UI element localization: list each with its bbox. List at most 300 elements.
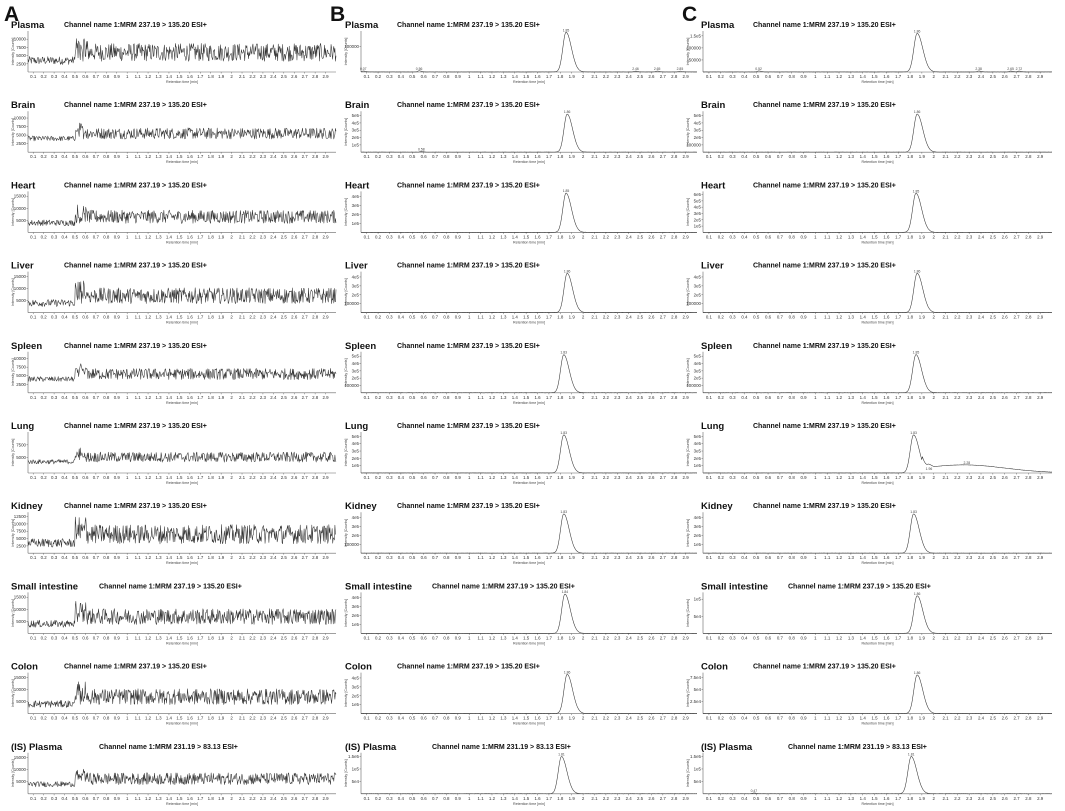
x-tick-label: 0.7 — [776, 74, 783, 79]
x-tick-label: 1.5 — [871, 555, 878, 561]
x-tick-label: 2.3 — [966, 715, 973, 721]
x-tick-label: 1.7 — [545, 715, 552, 721]
x-tick-label: 0.6 — [420, 715, 427, 721]
y-tick-label: 10000 — [13, 115, 26, 121]
x-tick-label: 2.5 — [989, 555, 996, 561]
x-tick-label: 2.9 — [322, 795, 329, 801]
x-tick-label: 1.8 — [557, 234, 564, 240]
x-tick-label: 1.9 — [568, 154, 575, 160]
x-tick-label: 2.8 — [1025, 314, 1032, 320]
x-tick-label: 1.8 — [557, 74, 564, 79]
x-tick-label: 2.1 — [591, 475, 598, 480]
x-tick-label: 0.7 — [776, 635, 783, 641]
chromatogram-trace — [28, 517, 336, 547]
x-tick-label: 0.1 — [363, 555, 370, 561]
x-tick-label: 0.9 — [800, 635, 807, 641]
x-tick-label: 1.5 — [176, 795, 183, 801]
x-tick-label: 0.2 — [717, 555, 724, 561]
chart-a-kidney — [11, 501, 336, 565]
y-tick-label: 10000 — [13, 606, 26, 612]
x-tick-label: 2.4 — [977, 74, 985, 79]
x-axis-label: Retention time [min] — [861, 320, 894, 325]
x-tick-label: 1.7 — [545, 154, 552, 160]
x-axis-label: Retention time [min] — [513, 160, 545, 165]
y-tick-label: 3e5 — [693, 523, 701, 529]
x-tick-label: 1.6 — [534, 154, 541, 160]
x-tick-label: 1 — [814, 635, 817, 641]
x-tick-label: 2.2 — [954, 715, 961, 721]
x-tick-label: 0.6 — [420, 74, 427, 79]
x-tick-label: 0.5 — [71, 715, 79, 721]
x-tick-label: 0.7 — [431, 555, 439, 561]
x-tick-label: 1.4 — [165, 394, 173, 400]
x-tick-label: 0.8 — [788, 154, 795, 160]
x-tick-label: 1.1 — [134, 475, 141, 480]
x-tick-label: 2.7 — [301, 394, 308, 400]
chromatogram-trace — [28, 769, 336, 787]
chromatogram-trace — [361, 514, 697, 553]
x-tick-label: 2.4 — [270, 314, 277, 320]
x-tick-label: 0.5 — [71, 154, 79, 160]
channel-label: Channel name 1:MRM 231.19 > 83.13 ESI+ — [432, 743, 571, 751]
x-tick-label: 2.4 — [270, 154, 277, 160]
x-tick-label: 0.8 — [103, 555, 110, 561]
tissue-label: Lung — [345, 421, 369, 432]
x-tick-label: 2.6 — [648, 555, 655, 561]
x-tick-label: 0.9 — [800, 314, 807, 320]
x-tick-label: 0.8 — [788, 475, 795, 480]
x-tick-label: 1.9 — [568, 314, 575, 320]
tissue-label: (IS) Plasma — [345, 741, 397, 753]
y-axis-label: Intensity [Counts] — [686, 358, 690, 387]
x-tick-label: 2 — [932, 234, 935, 240]
x-tick-label: 2.3 — [614, 314, 621, 320]
x-tick-label: 0.9 — [113, 555, 120, 561]
x-tick-label: 0.5 — [753, 715, 760, 721]
x-tick-label: 0.8 — [788, 234, 795, 240]
x-tick-label: 0.1 — [705, 394, 712, 400]
x-tick-label: 0.6 — [420, 394, 427, 400]
tissue-label: Kidney — [11, 501, 43, 513]
x-axis-label: Retention time [min] — [861, 721, 894, 726]
x-tick-label: 2.5 — [280, 74, 287, 79]
x-tick-label: 0.6 — [765, 314, 772, 320]
tissue-label: Brain — [701, 100, 726, 112]
tissue-label: Small intestine — [701, 581, 769, 593]
x-tick-label: 2.9 — [1037, 154, 1044, 160]
x-tick-label: 2.7 — [1013, 715, 1020, 721]
x-tick-label: 0.8 — [103, 475, 110, 480]
x-tick-label: 0.4 — [397, 555, 404, 561]
x-tick-label: 2.6 — [648, 234, 655, 240]
x-tick-label: 1.1 — [134, 715, 141, 721]
y-tick-label: 5e4 — [693, 613, 701, 619]
x-tick-label: 0.6 — [765, 394, 772, 400]
x-tick-label: 1.1 — [134, 74, 141, 79]
x-tick-label: 2.7 — [301, 234, 308, 240]
y-tick-label: 4e5 — [351, 515, 359, 521]
x-tick-label: 2.5 — [280, 555, 287, 561]
x-tick-label: 1.6 — [883, 555, 890, 561]
channel-label: Channel name 1:MRM 237.19 > 135.20 ESI+ — [753, 182, 896, 190]
x-tick-label: 0.9 — [800, 715, 807, 721]
x-tick-label: 1.4 — [165, 715, 173, 721]
x-tick-label: 0.9 — [454, 635, 461, 641]
x-tick-label: 1.7 — [197, 154, 204, 160]
x-tick-label: 1.4 — [511, 475, 518, 480]
y-tick-label: 7500 — [16, 124, 26, 130]
x-tick-label: 2.2 — [954, 394, 961, 400]
x-tick-label: 2.2 — [602, 795, 609, 801]
x-tick-label: 0.4 — [741, 715, 748, 721]
x-tick-label: 1 — [814, 475, 817, 480]
x-tick-label: 2.6 — [648, 795, 655, 801]
x-tick-label: 0.1 — [705, 154, 712, 160]
x-tick-label: 0.7 — [776, 795, 783, 801]
y-tick-label: 15000 — [13, 755, 26, 761]
x-tick-label: 0.7 — [92, 555, 99, 561]
x-tick-label: 1.1 — [477, 314, 484, 320]
y-tick-label: 15000 — [13, 674, 26, 680]
x-tick-label: 1.1 — [824, 74, 831, 79]
peak-label: 1.85 — [912, 189, 920, 194]
x-tick-label: 1.3 — [500, 234, 507, 240]
x-tick-label: 0.4 — [61, 795, 68, 801]
y-tick-label: 5000 — [16, 536, 26, 542]
x-tick-label: 2.3 — [259, 475, 266, 480]
x-tick-label: 0.4 — [741, 314, 748, 320]
x-tick-label: 1.9 — [918, 154, 925, 160]
chromatogram-trace — [703, 596, 1052, 634]
x-tick-label: 0.1 — [30, 394, 37, 400]
x-tick-label: 0.6 — [765, 555, 772, 561]
channel-label: Channel name 1:MRM 237.19 > 135.20 ESI+ — [64, 182, 207, 190]
y-tick-label: 5e5 — [693, 433, 701, 439]
x-tick-label: 2 — [230, 394, 233, 400]
x-tick-label: 0.1 — [30, 154, 37, 160]
x-tick-label: 2.9 — [682, 314, 689, 320]
x-tick-label: 0.5 — [753, 635, 760, 641]
y-tick-label: 7500 — [16, 364, 26, 370]
x-tick-label: 1.3 — [155, 635, 162, 641]
x-tick-label: 0.9 — [454, 154, 461, 160]
x-tick-label: 0.7 — [92, 314, 99, 320]
x-tick-label: 1.9 — [918, 715, 925, 721]
tissue-label: Brain — [345, 100, 370, 112]
x-tick-label: 1.6 — [186, 154, 193, 160]
chart-b-heart — [344, 180, 697, 244]
x-tick-label: 0.8 — [103, 314, 110, 320]
x-tick-label: 2.8 — [312, 74, 319, 79]
x-tick-label: 0.3 — [51, 555, 58, 561]
x-tick-label: 0.4 — [397, 394, 404, 400]
tissue-label: Colon — [11, 661, 38, 673]
x-tick-label: 1.9 — [218, 635, 225, 641]
x-tick-label: 1.4 — [859, 314, 866, 320]
chromatogram-trace — [28, 39, 336, 65]
x-tick-label: 1 — [467, 74, 471, 79]
x-tick-label: 0.8 — [788, 394, 795, 400]
x-tick-label: 2.6 — [1001, 314, 1008, 320]
x-tick-label: 1.8 — [207, 154, 214, 160]
y-tick-label: 1.5e5 — [348, 754, 359, 760]
x-tick-label: 1.7 — [197, 795, 204, 801]
x-tick-label: 2.9 — [1037, 74, 1044, 79]
x-tick-label: 1.8 — [207, 314, 214, 320]
tissue-label: Lung — [701, 421, 725, 432]
x-tick-label: 2.5 — [280, 154, 287, 160]
x-tick-label: 2.7 — [301, 795, 308, 801]
chart-b-small-intestine — [344, 581, 697, 645]
channel-label: Channel name 1:MRM 237.19 > 135.20 ESI+ — [64, 22, 207, 29]
y-axis-label: Intensity [Counts] — [344, 358, 348, 387]
y-tick-label: 4e5 — [351, 120, 359, 126]
x-tick-label: 0.8 — [443, 715, 450, 721]
x-tick-label: 2.1 — [238, 635, 246, 641]
x-tick-label: 2.2 — [249, 635, 256, 641]
peak-label: 2.85 — [676, 67, 684, 72]
x-tick-label: 0.7 — [431, 234, 439, 240]
x-tick-label: 1.8 — [906, 394, 914, 400]
x-tick-label: 0.1 — [705, 475, 712, 480]
x-tick-label: 2.5 — [989, 234, 996, 240]
x-tick-label: 0.9 — [800, 234, 807, 240]
x-tick-label: 2.9 — [1037, 394, 1044, 400]
x-axis-label: Retention time [min] — [861, 481, 894, 485]
chart-a-brain — [11, 100, 336, 164]
x-tick-label: 2.4 — [977, 234, 985, 240]
x-tick-label: 2.7 — [1013, 475, 1020, 480]
peak-label: 1.85 — [562, 189, 570, 194]
x-tick-label: 0.7 — [776, 394, 783, 400]
x-tick-label: 1.3 — [500, 74, 507, 79]
x-tick-label: 2.8 — [1025, 154, 1032, 160]
y-tick-label: 1e5 — [351, 142, 359, 148]
x-tick-label: 1.3 — [155, 715, 162, 721]
x-axis-label: Retention time [min] — [513, 641, 545, 646]
chromatogram-trace — [703, 114, 1052, 152]
tissue-label: Colon — [345, 661, 372, 673]
chart-b-liver — [344, 261, 697, 325]
x-tick-label: 2.5 — [636, 314, 644, 320]
x-tick-label: 2.7 — [1013, 555, 1020, 561]
x-tick-label: 2.7 — [1013, 635, 1020, 641]
x-tick-label: 2.2 — [602, 74, 609, 79]
x-tick-label: 2.6 — [1001, 635, 1008, 641]
x-tick-label: 1.4 — [511, 715, 518, 721]
x-tick-label: 1.5 — [871, 234, 878, 240]
x-tick-label: 2.5 — [636, 234, 644, 240]
x-tick-label: 2.4 — [977, 795, 985, 801]
x-tick-label: 0.4 — [741, 475, 748, 480]
x-tick-label: 0.8 — [443, 795, 450, 801]
x-tick-label: 1.2 — [145, 635, 152, 641]
x-tick-label: 1.9 — [568, 234, 575, 240]
y-tick-label: 3e5 — [351, 283, 359, 289]
x-tick-label: 1 — [814, 555, 817, 561]
x-tick-label: 2.8 — [1025, 74, 1032, 79]
x-tick-label: 0.9 — [800, 475, 807, 480]
x-tick-label: 1.8 — [207, 715, 214, 721]
tissue-label: Plasma — [11, 20, 45, 31]
x-tick-label: 2.3 — [614, 555, 621, 561]
x-tick-label: 1.7 — [545, 635, 552, 641]
x-tick-label: 0.6 — [82, 394, 89, 400]
y-axis-label: Intensity [Counts] — [11, 198, 15, 226]
x-tick-label: 0.8 — [443, 234, 450, 240]
y-axis-label: Intensity [Counts] — [11, 37, 15, 66]
x-tick-label: 0.7 — [776, 475, 783, 480]
x-tick-label: 0.5 — [409, 555, 416, 561]
x-tick-label: 1.8 — [906, 475, 914, 480]
x-tick-label: 1.3 — [155, 314, 162, 320]
chart-b-plasma — [344, 20, 697, 84]
x-tick-label: 2.3 — [966, 74, 973, 79]
x-tick-label: 0.8 — [443, 314, 450, 320]
x-tick-label: 2.1 — [238, 715, 246, 721]
x-tick-label: 0.8 — [788, 555, 795, 561]
x-tick-label: 1.9 — [218, 715, 225, 721]
x-tick-label: 0.5 — [409, 74, 416, 79]
y-tick-label: 2e5 — [693, 375, 701, 381]
y-tick-label: 2e5 — [351, 532, 359, 538]
x-tick-label: 2.6 — [1001, 394, 1008, 400]
x-tick-label: 2.6 — [291, 394, 298, 400]
x-tick-label: 1 — [814, 715, 817, 721]
x-tick-label: 0.2 — [375, 715, 382, 721]
x-tick-label: 1.2 — [835, 314, 843, 320]
x-tick-label: 1.8 — [557, 314, 564, 320]
channel-label: Channel name 1:MRM 237.19 > 135.20 ESI+ — [64, 262, 207, 270]
x-tick-label: 2.3 — [259, 314, 266, 320]
x-tick-label: 0.6 — [420, 555, 427, 561]
x-tick-label: 1 — [467, 394, 471, 400]
tissue-label: Liver — [345, 260, 368, 272]
chart-b-spleen — [344, 341, 697, 405]
x-tick-label: 0.1 — [30, 234, 37, 240]
x-tick-label: 0.4 — [61, 555, 68, 561]
y-tick-label: 3e5 — [693, 127, 701, 133]
x-tick-label: 2 — [581, 795, 585, 801]
x-tick-label: 0.4 — [741, 555, 748, 561]
x-tick-label: 1 — [814, 234, 817, 240]
chromatogram-trace — [28, 364, 336, 382]
x-tick-label: 2.7 — [659, 715, 666, 721]
tissue-label: Spleen — [345, 340, 377, 352]
y-tick-label: 5e5 — [693, 198, 701, 204]
x-tick-label: 2.1 — [238, 795, 246, 801]
x-tick-label: 1 — [125, 555, 129, 561]
x-tick-label: 2.4 — [270, 715, 277, 721]
y-tick-label: 5e4 — [693, 778, 701, 784]
x-tick-label: 1.5 — [871, 154, 878, 160]
peak-label: 2.65 — [653, 67, 661, 72]
x-tick-label: 1.8 — [207, 555, 214, 561]
x-tick-label: 1.3 — [500, 475, 507, 480]
x-tick-label: 1.6 — [186, 234, 193, 240]
x-tick-label: 0.2 — [375, 555, 382, 561]
x-tick-label: 1.5 — [523, 74, 530, 79]
x-tick-label: 1.2 — [835, 555, 843, 561]
x-tick-label: 2.4 — [977, 314, 985, 320]
channel-label: Channel name 1:MRM 237.19 > 135.20 ESI+ — [397, 262, 540, 270]
x-tick-label: 1.3 — [847, 314, 854, 320]
x-tick-label: 2.3 — [259, 635, 266, 641]
x-tick-label: 2.8 — [1025, 795, 1032, 801]
x-tick-label: 0.4 — [397, 795, 404, 801]
peak-label: 0.07 — [359, 67, 367, 72]
x-tick-label: 0.3 — [51, 74, 58, 79]
tissue-label: Brain — [11, 100, 36, 112]
y-tick-label: 4e5 — [351, 595, 359, 601]
y-axis-label: Intensity [Counts] — [344, 759, 348, 788]
x-tick-label: 1.6 — [186, 635, 193, 641]
x-tick-label: 1 — [467, 635, 471, 641]
x-tick-label: 1.9 — [918, 74, 925, 79]
y-tick-label: 1e5 — [351, 463, 359, 469]
x-tick-label: 1.8 — [906, 154, 914, 160]
x-tick-label: 1.9 — [218, 154, 225, 160]
x-tick-label: 2.3 — [259, 555, 266, 561]
x-tick-label: 2.3 — [966, 475, 973, 480]
x-tick-label: 1.6 — [534, 314, 541, 320]
chromatogram-trace — [361, 435, 697, 473]
x-tick-label: 1.2 — [145, 234, 152, 240]
x-tick-label: 0.9 — [454, 234, 461, 240]
x-tick-label: 2.3 — [259, 795, 266, 801]
peak-label: 0.52 — [755, 67, 762, 72]
x-tick-label: 1.1 — [477, 635, 484, 641]
chart-b-lung — [344, 421, 697, 485]
y-axis-label: Intensity [Counts] — [686, 37, 690, 66]
x-tick-label: 1.7 — [895, 475, 902, 480]
x-tick-label: 0.2 — [717, 394, 724, 400]
x-axis-label: Retention time [min] — [513, 400, 545, 405]
x-tick-label: 1 — [814, 394, 817, 400]
x-tick-label: 0.3 — [729, 314, 736, 320]
x-tick-label: 1.6 — [883, 475, 890, 480]
chart-c-lung — [686, 421, 1052, 485]
y-tick-label: 1e5 — [351, 621, 359, 627]
x-tick-label: 0.2 — [717, 74, 724, 79]
x-tick-label: 0.8 — [103, 74, 110, 79]
x-tick-label: 1.8 — [906, 555, 914, 561]
x-tick-label: 1.3 — [155, 475, 162, 480]
tissue-label: Lung — [11, 421, 35, 432]
x-tick-label: 1.6 — [534, 715, 541, 721]
y-tick-label: 5e4 — [351, 778, 359, 784]
x-tick-label: 1.2 — [488, 394, 496, 400]
x-tick-label: 1.3 — [155, 795, 162, 801]
peak-label: 2.65 — [1007, 67, 1014, 72]
x-tick-label: 2 — [581, 635, 585, 641]
y-tick-label: 5000 — [16, 132, 26, 138]
x-tick-label: 1.7 — [545, 314, 552, 320]
x-tick-label: 2.9 — [1037, 234, 1044, 240]
tissue-label: Heart — [11, 180, 36, 192]
x-tick-label: 2.7 — [301, 555, 308, 561]
x-tick-label: 2.9 — [682, 475, 689, 480]
x-tick-label: 2.1 — [942, 795, 949, 801]
x-tick-label: 0.6 — [420, 475, 427, 480]
x-tick-label: 2.9 — [322, 715, 329, 721]
x-tick-label: 1.6 — [186, 74, 193, 79]
x-tick-label: 1.8 — [557, 475, 564, 480]
chart-a-lung — [11, 421, 336, 485]
y-tick-label: 2e5 — [693, 455, 701, 461]
x-tick-label: 1.2 — [488, 795, 496, 801]
y-tick-label: 3e5 — [351, 604, 359, 610]
